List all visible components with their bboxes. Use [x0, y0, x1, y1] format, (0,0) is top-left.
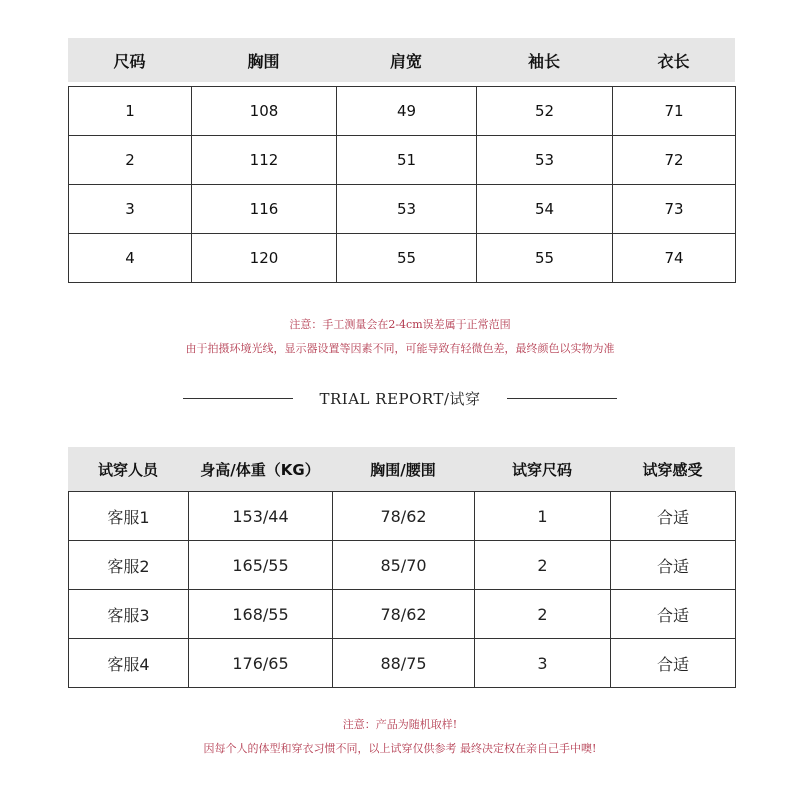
size-row: [69, 185, 736, 234]
table-cell: 客服3: [69, 590, 189, 639]
header-chest: 胸围: [247, 51, 280, 71]
table-cell: 2: [475, 590, 611, 639]
section-separator: [0, 388, 800, 409]
table-cell: 客服2: [69, 541, 189, 590]
table-cell: 52: [477, 87, 613, 136]
table-cell: 1: [475, 492, 611, 541]
table-cell: 153/44: [189, 492, 333, 541]
table-cell: 3: [69, 185, 192, 234]
disclaimer-note: 因每个人的体型和穿衣习惯不同，以上试穿仅供参考 最终决定权在亲自己手中噢!: [203, 742, 597, 755]
trial-report-title: TRIAL REPORT/试穿: [319, 390, 481, 408]
size-chart: [68, 38, 735, 283]
header-size: 尺码: [113, 51, 146, 71]
size-chart-header: [68, 38, 735, 82]
header-length: 衣长: [657, 51, 690, 71]
color-note: 由于拍摄环境光线，显示器设置等因素不同，可能导致有轻微色差，最终颜色以实物为准: [185, 342, 615, 355]
table-cell: 55: [477, 234, 613, 283]
table-cell: 120: [192, 234, 337, 283]
header-fit-feeling: 试穿感受: [642, 460, 703, 479]
table-cell: 53: [337, 185, 477, 234]
table-cell: 客服4: [69, 639, 189, 688]
size-row: [69, 234, 736, 283]
trial-table-header: [68, 447, 735, 491]
table-cell: 78/62: [333, 590, 475, 639]
table-cell: 88/75: [333, 639, 475, 688]
trial-row: [69, 590, 736, 639]
trial-row: [69, 541, 736, 590]
table-cell: 客服1: [69, 492, 189, 541]
trial-row: [69, 639, 736, 688]
sampling-note: 注意：产品为随机取样!: [342, 718, 458, 731]
table-cell: 49: [337, 87, 477, 136]
table-cell: 合适: [611, 492, 736, 541]
header-sleeve: 袖长: [527, 51, 560, 71]
measurement-note: 注意：手工测量会在2-4cm误差属于正常范围: [289, 318, 511, 331]
table-cell: 112: [192, 136, 337, 185]
table-cell: 74: [613, 234, 736, 283]
table-cell: 71: [613, 87, 736, 136]
table-cell: 165/55: [189, 541, 333, 590]
header-trial-size: 试穿尺码: [511, 460, 572, 479]
header-shoulder: 肩宽: [389, 51, 422, 71]
trial-table: [68, 491, 736, 688]
header-height-weight: 身高/体重（KG）: [200, 460, 320, 479]
table-cell: 116: [192, 185, 337, 234]
table-cell: 合适: [611, 590, 736, 639]
trial-report: [68, 447, 735, 688]
table-cell: 53: [477, 136, 613, 185]
table-cell: 54: [477, 185, 613, 234]
table-cell: 78/62: [333, 492, 475, 541]
table-cell: 51: [337, 136, 477, 185]
header-tester: 试穿人员: [97, 460, 158, 479]
separator-line-left: [183, 398, 293, 399]
table-cell: 108: [192, 87, 337, 136]
table-cell: 85/70: [333, 541, 475, 590]
table-cell: 1: [69, 87, 192, 136]
size-row: [69, 136, 736, 185]
table-cell: 4: [69, 234, 192, 283]
trial-row: [69, 492, 736, 541]
table-cell: 合适: [611, 639, 736, 688]
table-cell: 3: [475, 639, 611, 688]
table-cell: 73: [613, 185, 736, 234]
size-row: [69, 87, 736, 136]
table-cell: 55: [337, 234, 477, 283]
table-cell: 72: [613, 136, 736, 185]
separator-line-right: [507, 398, 617, 399]
header-chest-waist: 胸围/腰围: [370, 460, 436, 479]
table-cell: 2: [69, 136, 192, 185]
table-cell: 176/65: [189, 639, 333, 688]
size-chart-table: [68, 86, 736, 283]
table-cell: 合适: [611, 541, 736, 590]
table-cell: 2: [475, 541, 611, 590]
table-cell: 168/55: [189, 590, 333, 639]
